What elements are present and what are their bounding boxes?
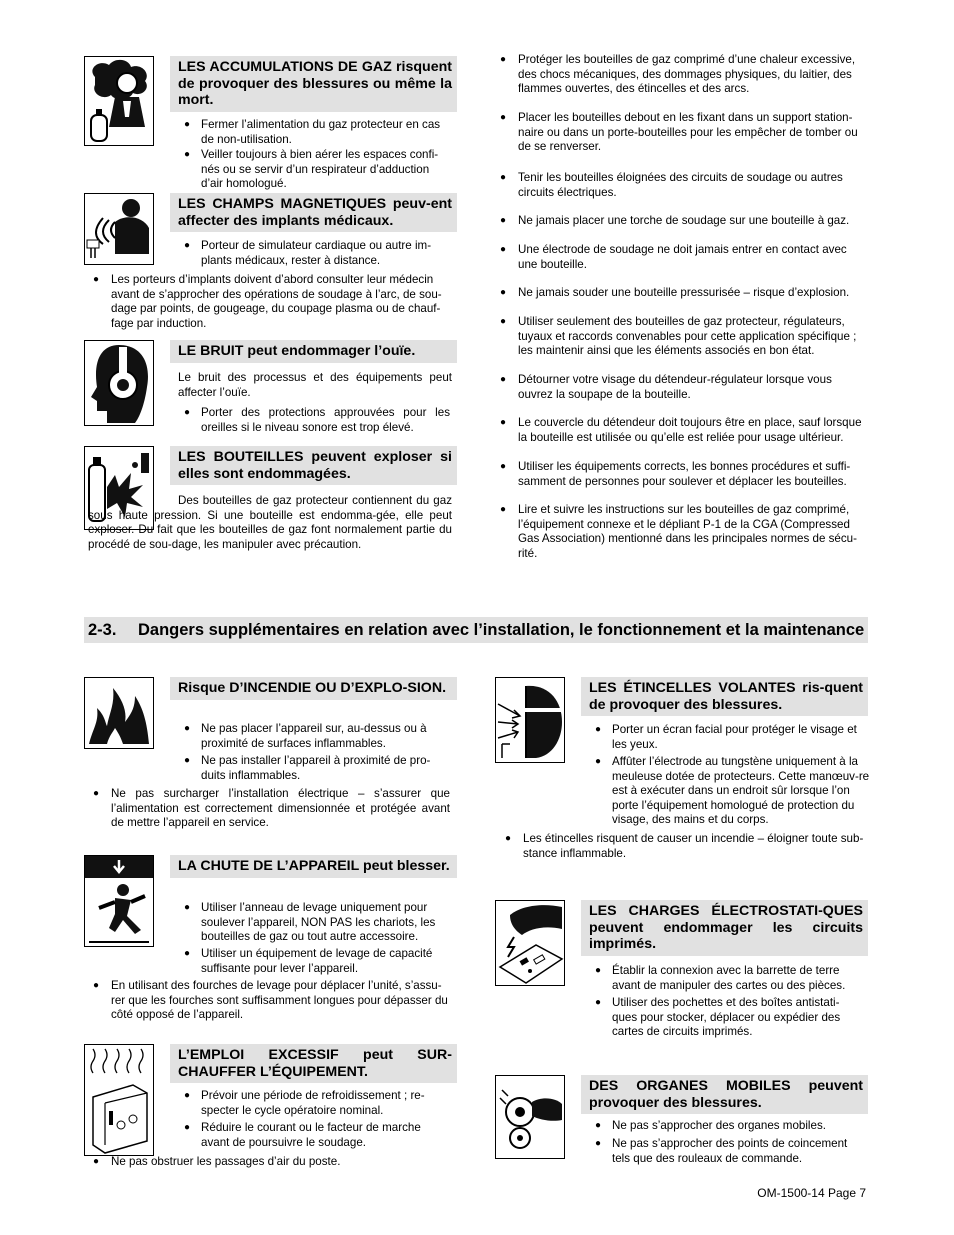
- bullet-icon: ●: [595, 756, 602, 767]
- bullet-icon: ●: [595, 1120, 602, 1131]
- bullet-icon: ●: [184, 723, 191, 734]
- bullet-icon: ●: [505, 833, 512, 844]
- moving-bullet-1: ● Ne pas s’approcher des organes mobiles.: [595, 1119, 826, 1132]
- bullet-icon: ●: [184, 240, 191, 251]
- static-hazard-title: LES CHARGES ÉLECTROSTATI-QUES peuvent endommager les circuits imprimés.: [581, 900, 868, 956]
- flying-sparks-icon: [495, 677, 565, 763]
- bullet-icon: ●: [184, 1090, 191, 1101]
- static-electricity-icon: [495, 900, 565, 986]
- gas-bullet-2: ● Veiller toujours à bien aérer les espaces confi-nés ou se servir d’un respirateur d’adduction d’air homologué.: [184, 148, 439, 191]
- magnetic-field-title: LES CHAMPS MAGNETIQUES peuv-ent affecter des implants médicaux.: [170, 193, 457, 232]
- moving-bullet-2: ● Ne pas s’approcher des points de coincement tels que des rouleaux de commande.: [595, 1137, 848, 1165]
- cylinder-bullet-1: ● Protéger les bouteilles de gaz comprimé d’une chaleur excessive, des chocs mécaniques, des dommages physiques, du laitier, des flammes ouvertes, des étincelles et des arcs.: [500, 53, 856, 96]
- falling-bullet-2: ● Utiliser un équipement de levage de capacité suffisante pour lever l’appareil.: [184, 947, 433, 975]
- bullet-icon: ●: [500, 54, 507, 65]
- gas-hazard-title: LES ACCUMULATIONS DE GAZ risquent de provoquer des blessures ou même la mort.: [170, 56, 457, 112]
- falling-bullet-1: ● Utiliser l’anneau de levage uniquement pour soulever l’appareil, NON PAS les chariots, les bouteilles de gaz ou tout autre accessoire.: [184, 901, 436, 944]
- static-bullet-1: ● Établir la connexion avec la barrette de terre avant de manipuler des cartes ou des pièces.: [595, 964, 846, 992]
- bullet-icon: ●: [93, 788, 100, 799]
- sparks-hazard-title: LES ÉTINCELLES VOLANTES ris-quent de provoquer des blessures.: [581, 677, 868, 716]
- gas-bullet-1: ● Fermer l’alimentation du gaz protecteur en cas de non-utilisation.: [184, 118, 441, 146]
- bullet-icon: ●: [500, 287, 507, 298]
- noise-paragraph: Le bruit des processus et des équipements peut affecter l’ouïe.: [178, 371, 452, 399]
- noise-hazard-title: LE BRUIT peut endommager l’ouïe.: [170, 340, 457, 363]
- section-number: 2-3.: [88, 621, 117, 639]
- overheat-outer-bullet: ● Ne pas obstruer les passages d’air du poste.: [93, 1155, 341, 1168]
- falling-equipment-icon: [84, 855, 154, 947]
- cylinder-paragraph: Des bouteilles de gaz protecteur contiennent du gaz sous haute pression. Si une bouteille est endomma-gée, elle peut exploser. Du fait que les bouteilles de gaz font normalement partie du procédé de sou-dage, les manipuler avec précaution.: [88, 494, 452, 551]
- bullet-icon: ●: [500, 244, 507, 255]
- fire-bullet-2: ● Ne pas installer l’appareil à proximité de pro-duits inflammables.: [184, 754, 431, 782]
- bullet-icon: ●: [93, 274, 100, 285]
- section-title: Dangers supplémentaires en relation avec l’installation, le fonctionnement et la maintenance: [138, 621, 865, 639]
- bullet-icon: ●: [595, 1138, 602, 1149]
- cylinder-bullet-11: ● Lire et suivre les instructions sur les bouteilles de gaz comprimé, l’équipement connexe et le dépliant P-1 de la CGA (Compressed Gas Association) mentionné dans les principales normes de sécu-rité.: [500, 503, 857, 560]
- magnetic-field-icon: [84, 193, 154, 265]
- bullet-icon: ●: [184, 149, 191, 160]
- fire-bullet-1: ● Ne pas placer l’appareil sur, au-dessus ou à proximité de surfaces inflammables.: [184, 722, 427, 750]
- magnetic-bullet-1: ● Porteur de simulateur cardiaque ou autre im-plants médicaux, rester à distance.: [184, 239, 432, 267]
- section-heading: [84, 617, 868, 643]
- fire-hazard-title: Risque D’INCENDIE OU D’EXPLO-SION.: [170, 677, 457, 700]
- cylinder-bullet-6: ● Ne jamais souder une bouteille pressurisée – risque d’explosion.: [500, 286, 850, 299]
- falling-outer-bullet: ● En utilisant des fourches de levage pour déplacer l’unité, s’assu-rer que les fourches sont suffisamment longues pour dépasser du côté opposé de l’appareil.: [93, 979, 448, 1022]
- falling-hazard-title: LA CHUTE DE L’APPAREIL peut blesser.: [170, 855, 457, 878]
- bullet-icon: ●: [595, 997, 602, 1008]
- cylinder-bullet-2: ● Placer les bouteilles debout en les fixant dans un support station-naire ou dans un porte-bouteilles pour les empêcher de tomber ou de se renverser.: [500, 111, 858, 154]
- cylinder-bullet-4: ● Ne jamais placer une torche de soudage sur une bouteille à gaz.: [500, 214, 850, 227]
- overheating-icon: [84, 1044, 154, 1156]
- magnetic-outer-bullet: ● Les porteurs d’implants doivent d’abord consulter leur médecin avant de s’approcher des opérations de soudage à l’arc, de sou-dage par points, de gougeage, du coupage plasma ou de chauf-fage par induction.: [93, 273, 442, 330]
- overheat-bullet-2: ● Réduire le courant ou le facteur de marche avant de poursuivre le soudage.: [184, 1121, 421, 1149]
- noise-bullet-1: ● Porter des protections approuvées pour les oreilles si le niveau sonore est trop élevé.: [184, 406, 450, 434]
- moving-parts-title: DES ORGANES MOBILES peuvent provoquer des blessures.: [581, 1075, 868, 1114]
- overheat-bullet-1: ● Prévoir une période de refroidissement ; re-specter le cycle opératoire nominal.: [184, 1089, 425, 1117]
- bullet-icon: ●: [93, 1156, 100, 1167]
- bullet-icon: ●: [184, 1122, 191, 1133]
- bullet-icon: ●: [184, 902, 191, 913]
- bullet-icon: ●: [595, 724, 602, 735]
- page-footer: OM-1500-14 Page 7: [757, 1186, 866, 1200]
- noise-hazard-icon: [84, 340, 154, 426]
- cylinder-hazard-title: LES BOUTEILLES peuvent exploser si elles sont endommagées.: [170, 446, 457, 485]
- bullet-icon: ●: [500, 316, 507, 327]
- cylinder-bullet-10: ● Utiliser les équipements corrects, les bonnes procédures et suffi-samment de personnes pour soulever et déplacer les bouteilles.: [500, 460, 851, 488]
- cylinder-bullet-9: ● Le couvercle du détendeur doit toujours être en place, sauf lorsque la bouteille est utilisée ou qu’elle est reliée pour usage ultérieur.: [500, 416, 862, 444]
- cylinder-bullet-3: ● Tenir les bouteilles éloignées des circuits de soudage ou autres circuits électriques.: [500, 171, 843, 199]
- bullet-icon: ●: [500, 215, 507, 226]
- bullet-icon: ●: [500, 112, 507, 123]
- bullet-icon: ●: [184, 119, 191, 130]
- bullet-icon: ●: [595, 965, 602, 976]
- static-bullet-2: ● Utiliser des pochettes et des boîtes antistati-ques pour stocker, déplacer ou expédier des cartes de circuits imprimés.: [595, 996, 841, 1039]
- cylinder-bullet-5: ● Une électrode de soudage ne doit jamais entrer en contact avec une bouteille.: [500, 243, 847, 271]
- cylinder-bullet-7: ● Utiliser seulement des bouteilles de gaz protecteur, régulateurs, tuyaux et raccords convenables pour cette application spécifique ; les maintenir ainsi que les éléments associés en bon état.: [500, 315, 857, 358]
- overheat-hazard-title: L’EMPLOI EXCESSIF peut SUR-CHAUFFER L’ÉQUIPEMENT.: [170, 1044, 457, 1083]
- cylinder-bullet-8: ● Détourner votre visage du détendeur-régulateur lorsque vous ouvrez la soupape de la bouteille.: [500, 373, 832, 401]
- bullet-icon: ●: [500, 504, 507, 515]
- bullet-icon: ●: [500, 374, 507, 385]
- bullet-icon: ●: [93, 980, 100, 991]
- bullet-icon: ●: [184, 407, 191, 418]
- sparks-bullet-1: ● Porter un écran facial pour protéger le visage et les yeux.: [595, 723, 857, 751]
- sparks-outer-bullet: ● Les étincelles risquent de causer un incendie – éloigner toute sub-stance inflammable.: [505, 832, 864, 860]
- fire-outer-bullet: ● Ne pas surcharger l’installation électrique – s’assurer que l’alimentation est correctement dimensionnée et protégée avant de mettre l’appareil en service.: [93, 787, 450, 830]
- sparks-bullet-2: ● Affûter l’électrode au tungstène uniquement à la meuleuse dotée de protecteurs. Cette manœuv-re est à exécuter dans un endroit sûr lorsque l’on porte l’équipement homologué de protection du visage, des mains et du corps.: [595, 755, 870, 827]
- bullet-icon: ●: [184, 948, 191, 959]
- bullet-icon: ●: [500, 417, 507, 428]
- bullet-icon: ●: [500, 461, 507, 472]
- fire-hazard-icon: [84, 677, 154, 749]
- bullet-icon: ●: [500, 172, 507, 183]
- bullet-icon: ●: [184, 755, 191, 766]
- moving-parts-icon: [495, 1075, 565, 1159]
- gas-hazard-icon: [84, 56, 154, 146]
